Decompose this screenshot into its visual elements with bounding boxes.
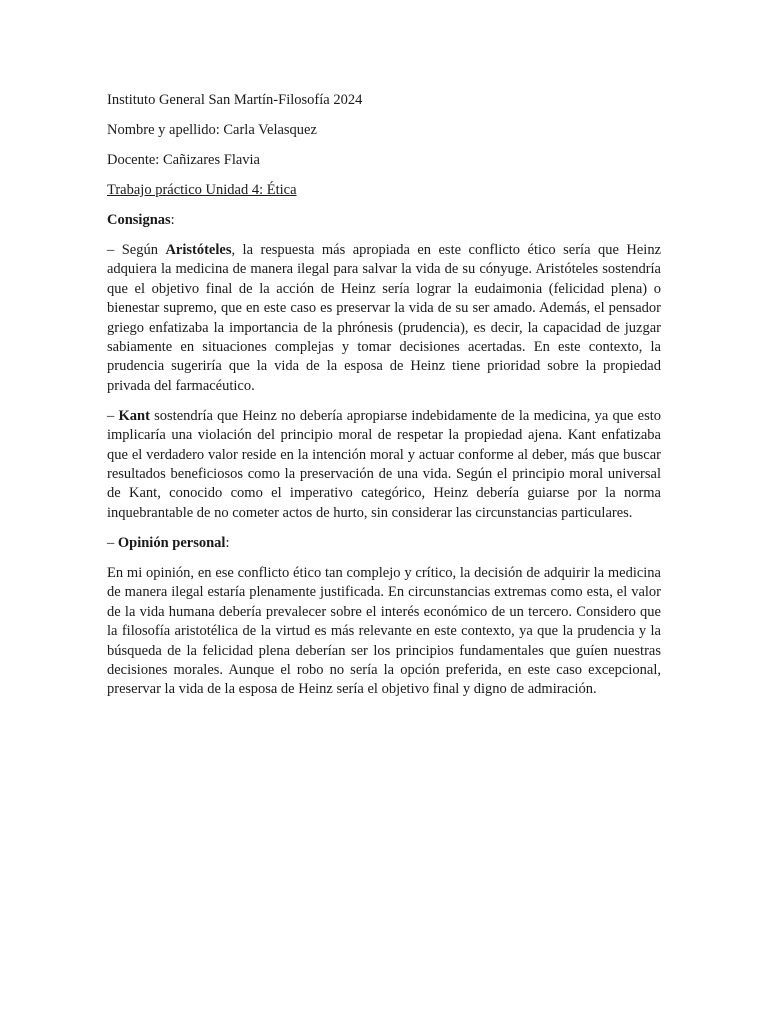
consignas-heading xyxy=(107,211,661,230)
aristoteles-paragraph xyxy=(107,241,661,396)
consignas-colon: : xyxy=(170,212,175,228)
aristoteles-prefix: – Según xyxy=(107,242,166,258)
opinion-label: Opinión personal xyxy=(117,534,226,551)
kant-paragraph xyxy=(107,407,661,523)
consignas-label: Consignas xyxy=(107,212,171,228)
opinion-prefix: – xyxy=(107,534,118,551)
opinion-paragraph: En mi opinión, en ese conflicto ético tan complejo y crítico, la decisión de adquirir la medicina de manera ilegal estaría plenamente justificada. En circunstancias extremas como esta, el valor de la vida humana debería prevalecer sobre el interés económico de un tercero. Considero que la filosofía aristotélica de la virtud es más relevante en este contexto, ya que la prudencia y la búsqueda de la felicidad plena deberían ser los principios fundamentales que guíen nuestras decisiones morales. Aunque el robo no sería la opción preferida, en este caso excepcional, preservar la vida de la esposa de Heinz sería el objetivo final y digno de admiración. xyxy=(107,564,661,698)
kant-name: Kant xyxy=(118,407,150,424)
opinion-heading xyxy=(107,534,661,553)
assignment-title: Trabajo práctico Unidad 4: Ética xyxy=(107,182,297,198)
aristoteles-text: , la respuesta más apropiada en este conflicto ético sería que Heinz adquiera la medicina de manera ilegal para salvar la vida de su cónyuge. Aristóteles sostendría que el objetivo final de la acción de Heinz sería lograr la eudaimonia (felicidad plena) o bienestar supremo, que en este caso es preservar la vida de su ser amado. Además, el pensador griego enfatizaba la importancia de la phrónesis (prudencia), es decir, la capacidad de juzgar sabiamente en situaciones complejas y tomar decisiones acertadas. En este contexto, la prudencia sugeriría que la vida de la esposa de Heinz tiene prioridad sobre la propiedad privada del farmacéutico. xyxy=(107,242,662,394)
teacher-line: Docente: Cañizares Flavia xyxy=(107,152,260,168)
kant-prefix: – xyxy=(107,407,119,424)
aristoteles-name: Aristóteles xyxy=(165,242,232,258)
opinion-colon: : xyxy=(225,534,230,551)
kant-text: sostendría que Heinz no debería apropiarse indebidamente de la medicina, ya que esto implicaría una violación del principio moral de respetar la propiedad ajena. Kant enfatizaba que el verdadero valor reside en la intención moral y actuar conforme al deber, más que buscar resultados beneficiosos como la preservación de una vida. Según el principio moral universal de Kant, conocido como el imperativo categórico, Heinz debería guiarse por la norma inquebrantable de no cometer actos de hurto, sin considerar las circunstancias particulares. xyxy=(107,407,662,521)
student-name-line: Nombre y apellido: Carla Velasquez xyxy=(107,122,317,138)
institution-line: Instituto General San Martín-Filosofía 2024 xyxy=(107,92,363,108)
